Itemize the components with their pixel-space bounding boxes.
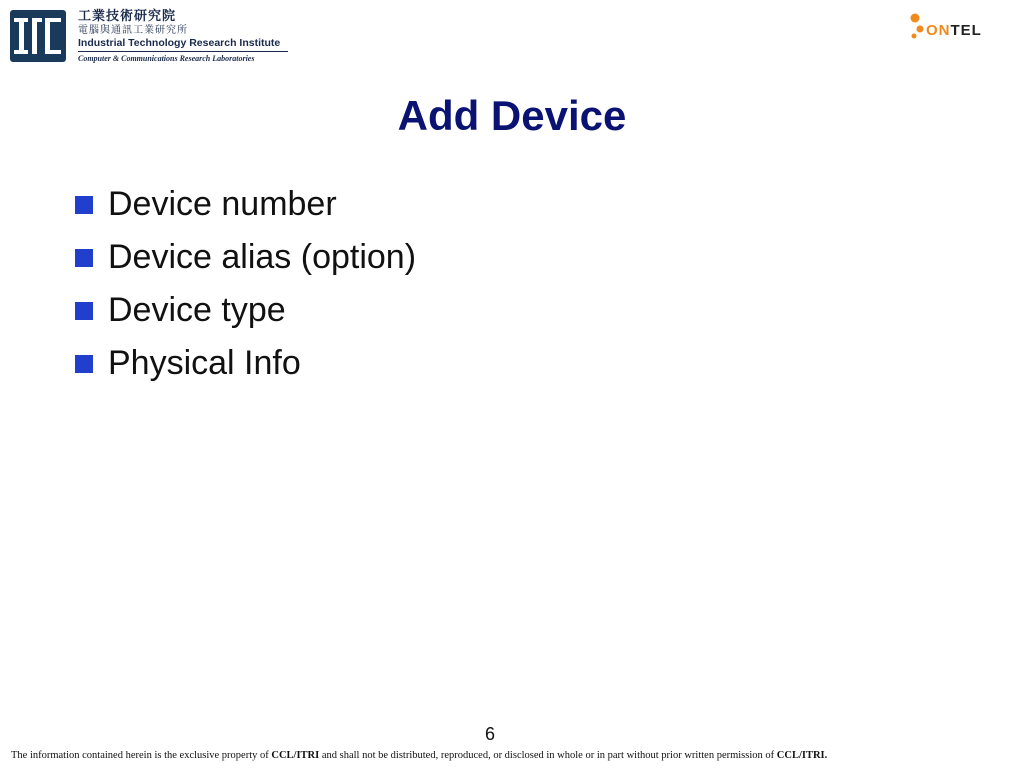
itri-english-lab: Computer & Communications Research Laboratories — [78, 54, 255, 63]
bullet-text: Physical Info — [108, 344, 301, 382]
square-bullet-icon — [75, 355, 93, 373]
bullet-text: Device number — [108, 185, 337, 223]
square-bullet-icon — [75, 196, 93, 214]
bullet-text: Device alias (option) — [108, 238, 417, 276]
square-bullet-icon — [75, 302, 93, 320]
list-item — [75, 178, 416, 231]
bullet-list — [75, 178, 416, 390]
page-number: 6 — [484, 724, 495, 744]
itri-logo-text — [78, 9, 288, 64]
itri-logo-icon — [10, 10, 66, 62]
itri-english-name: Industrial Technology Research Institute — [78, 37, 288, 52]
bullet-text: Device type — [108, 291, 286, 329]
footer-text-part2: and shall not be distributed, reproduced, or disclosed in whole or in part without prior written permission of — [319, 750, 777, 761]
svg-text:ONTEL: ONTEL — [926, 22, 982, 39]
footer-disclaimer — [11, 750, 827, 761]
footer-text-part1: The information contained herein is the exclusive property of — [11, 750, 272, 761]
footer-org1: CCL/ITRI — [271, 750, 320, 761]
ontel-logo-icon — [908, 12, 1014, 42]
list-item — [75, 337, 416, 390]
list-item — [75, 231, 416, 284]
list-item — [75, 284, 416, 337]
square-bullet-icon — [75, 249, 93, 267]
footer-org2: CCL/ITRI. — [776, 750, 828, 761]
itri-chinese-lab: 電腦與通訊工業研究所 — [78, 25, 188, 36]
itri-chinese-name: 工業技術研究院 — [78, 9, 177, 24]
slide-title: Add Device — [397, 92, 627, 139]
